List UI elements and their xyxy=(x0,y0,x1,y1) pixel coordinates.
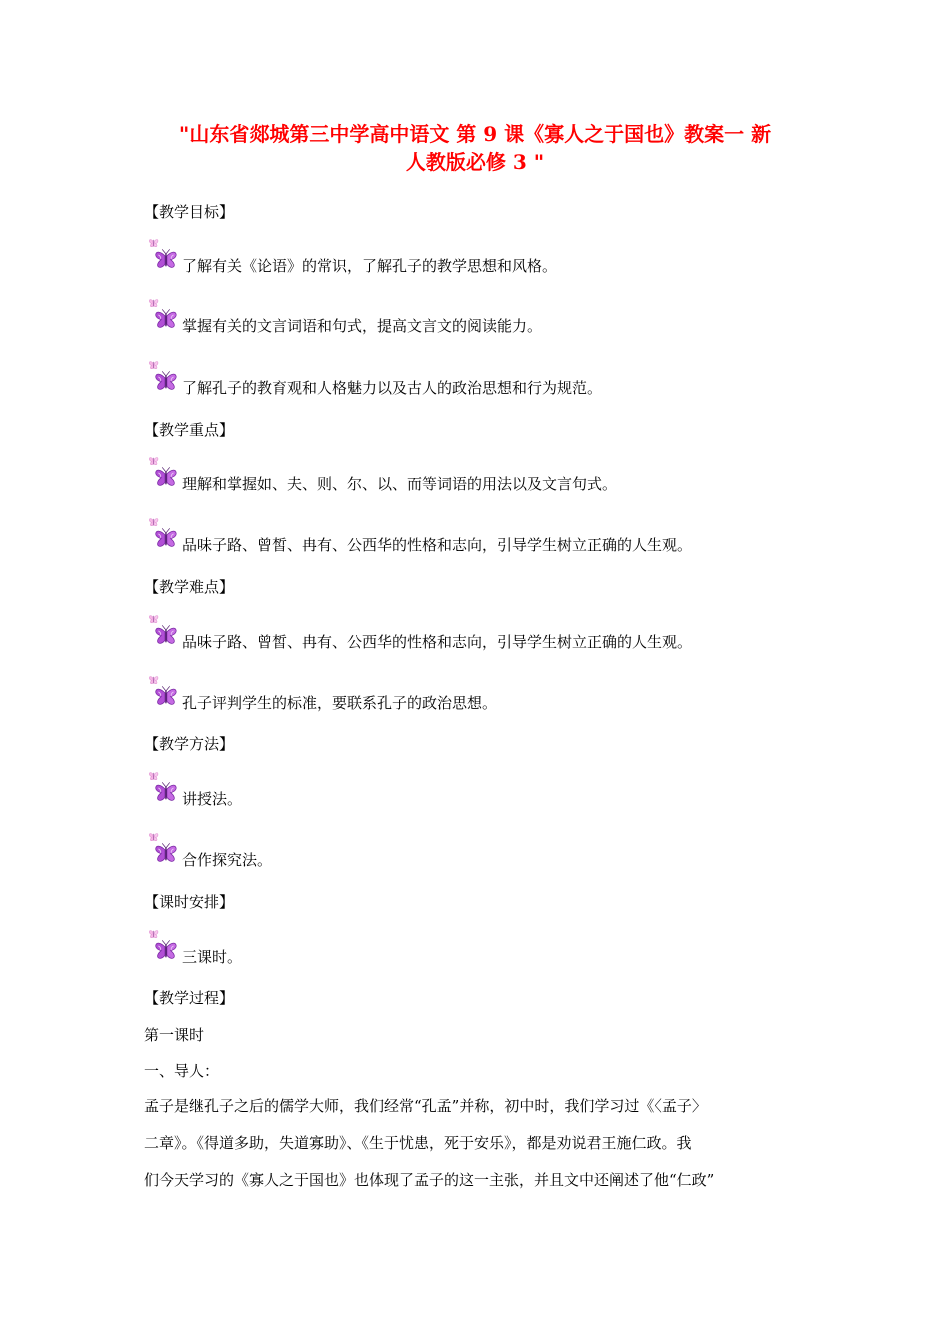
butterfly-bullet-icon xyxy=(148,454,182,490)
schedule-heading: 【课时安排】 xyxy=(144,893,235,911)
key-points-heading: 【教学重点】 xyxy=(144,421,235,439)
butterfly-bullet-icon xyxy=(148,673,182,709)
paragraph-line: 二章》。《得道多助，失道寡助》、《生于忧患，死于安乐》，都是劝说君王施仁政。我 xyxy=(144,1134,692,1152)
intro-paragraph xyxy=(144,1088,810,1199)
title-line-1: "山东省郯城第三中学高中语文 第 9 课《寡人之于国也》教案一 新 xyxy=(178,122,772,146)
difficulty-item xyxy=(148,612,848,652)
objective-text: 掌握有关的文言词语和句式，提高文言文的阅读能力。 xyxy=(182,317,543,335)
key-point-text: 品味子路、曾皙、冉有、公西华的性格和志向，引导学生树立正确的人生观。 xyxy=(182,536,693,554)
title-line-2: 人教版必修 3 " xyxy=(405,150,545,174)
intro-label: 一、导人： xyxy=(144,1062,220,1080)
paragraph-line: 们今天学习的《寡人之于国也》也体现了孟子的这一主张，并且文中还阐述了他“仁政” xyxy=(144,1171,715,1189)
butterfly-bullet-icon xyxy=(148,927,182,963)
methods-heading: 【教学方法】 xyxy=(144,735,235,753)
lesson-label: 第一课时 xyxy=(144,1026,205,1044)
butterfly-bullet-icon xyxy=(148,515,182,551)
method-item xyxy=(148,769,848,809)
objective-item xyxy=(148,296,848,336)
butterfly-bullet-icon xyxy=(148,358,182,394)
difficulty-item xyxy=(148,673,848,713)
objective-item xyxy=(148,358,848,398)
method-text: 合作探究法。 xyxy=(182,851,273,869)
key-point-item xyxy=(148,515,848,555)
difficulty-text: 孔子评判学生的标准，要联系孔子的政治思想。 xyxy=(182,694,498,712)
difficulties-heading: 【教学难点】 xyxy=(144,578,235,596)
butterfly-bullet-icon xyxy=(148,830,182,866)
method-item xyxy=(148,830,848,870)
objectives-heading: 【教学目标】 xyxy=(144,203,235,221)
difficulty-text: 品味子路、曾皙、冉有、公西华的性格和志向，引导学生树立正确的人生观。 xyxy=(182,633,693,651)
objective-item xyxy=(148,236,848,276)
paragraph-line: 孟子是继孔子之后的儒学大师，我们经常“孔孟”并称，初中时，我们学习过《〈孟子〉 xyxy=(144,1097,707,1115)
document-title xyxy=(130,120,820,176)
key-point-item xyxy=(148,454,848,494)
objective-text: 了解孔子的教育观和人格魅力以及古人的政治思想和行为规范。 xyxy=(182,379,603,397)
key-point-text: 理解和掌握如、夫、则、尔、以、而等词语的用法以及文言句式。 xyxy=(182,475,618,493)
objective-text: 了解有关《论语》的常识，了解孔子的教学思想和风格。 xyxy=(182,257,558,275)
process-heading: 【教学过程】 xyxy=(144,989,235,1007)
schedule-text: 三课时。 xyxy=(182,948,243,966)
butterfly-bullet-icon xyxy=(148,769,182,805)
butterfly-bullet-icon xyxy=(148,612,182,648)
method-text: 讲授法。 xyxy=(182,790,243,808)
butterfly-bullet-icon xyxy=(148,296,182,332)
butterfly-bullet-icon xyxy=(148,236,182,272)
schedule-item xyxy=(148,927,848,967)
